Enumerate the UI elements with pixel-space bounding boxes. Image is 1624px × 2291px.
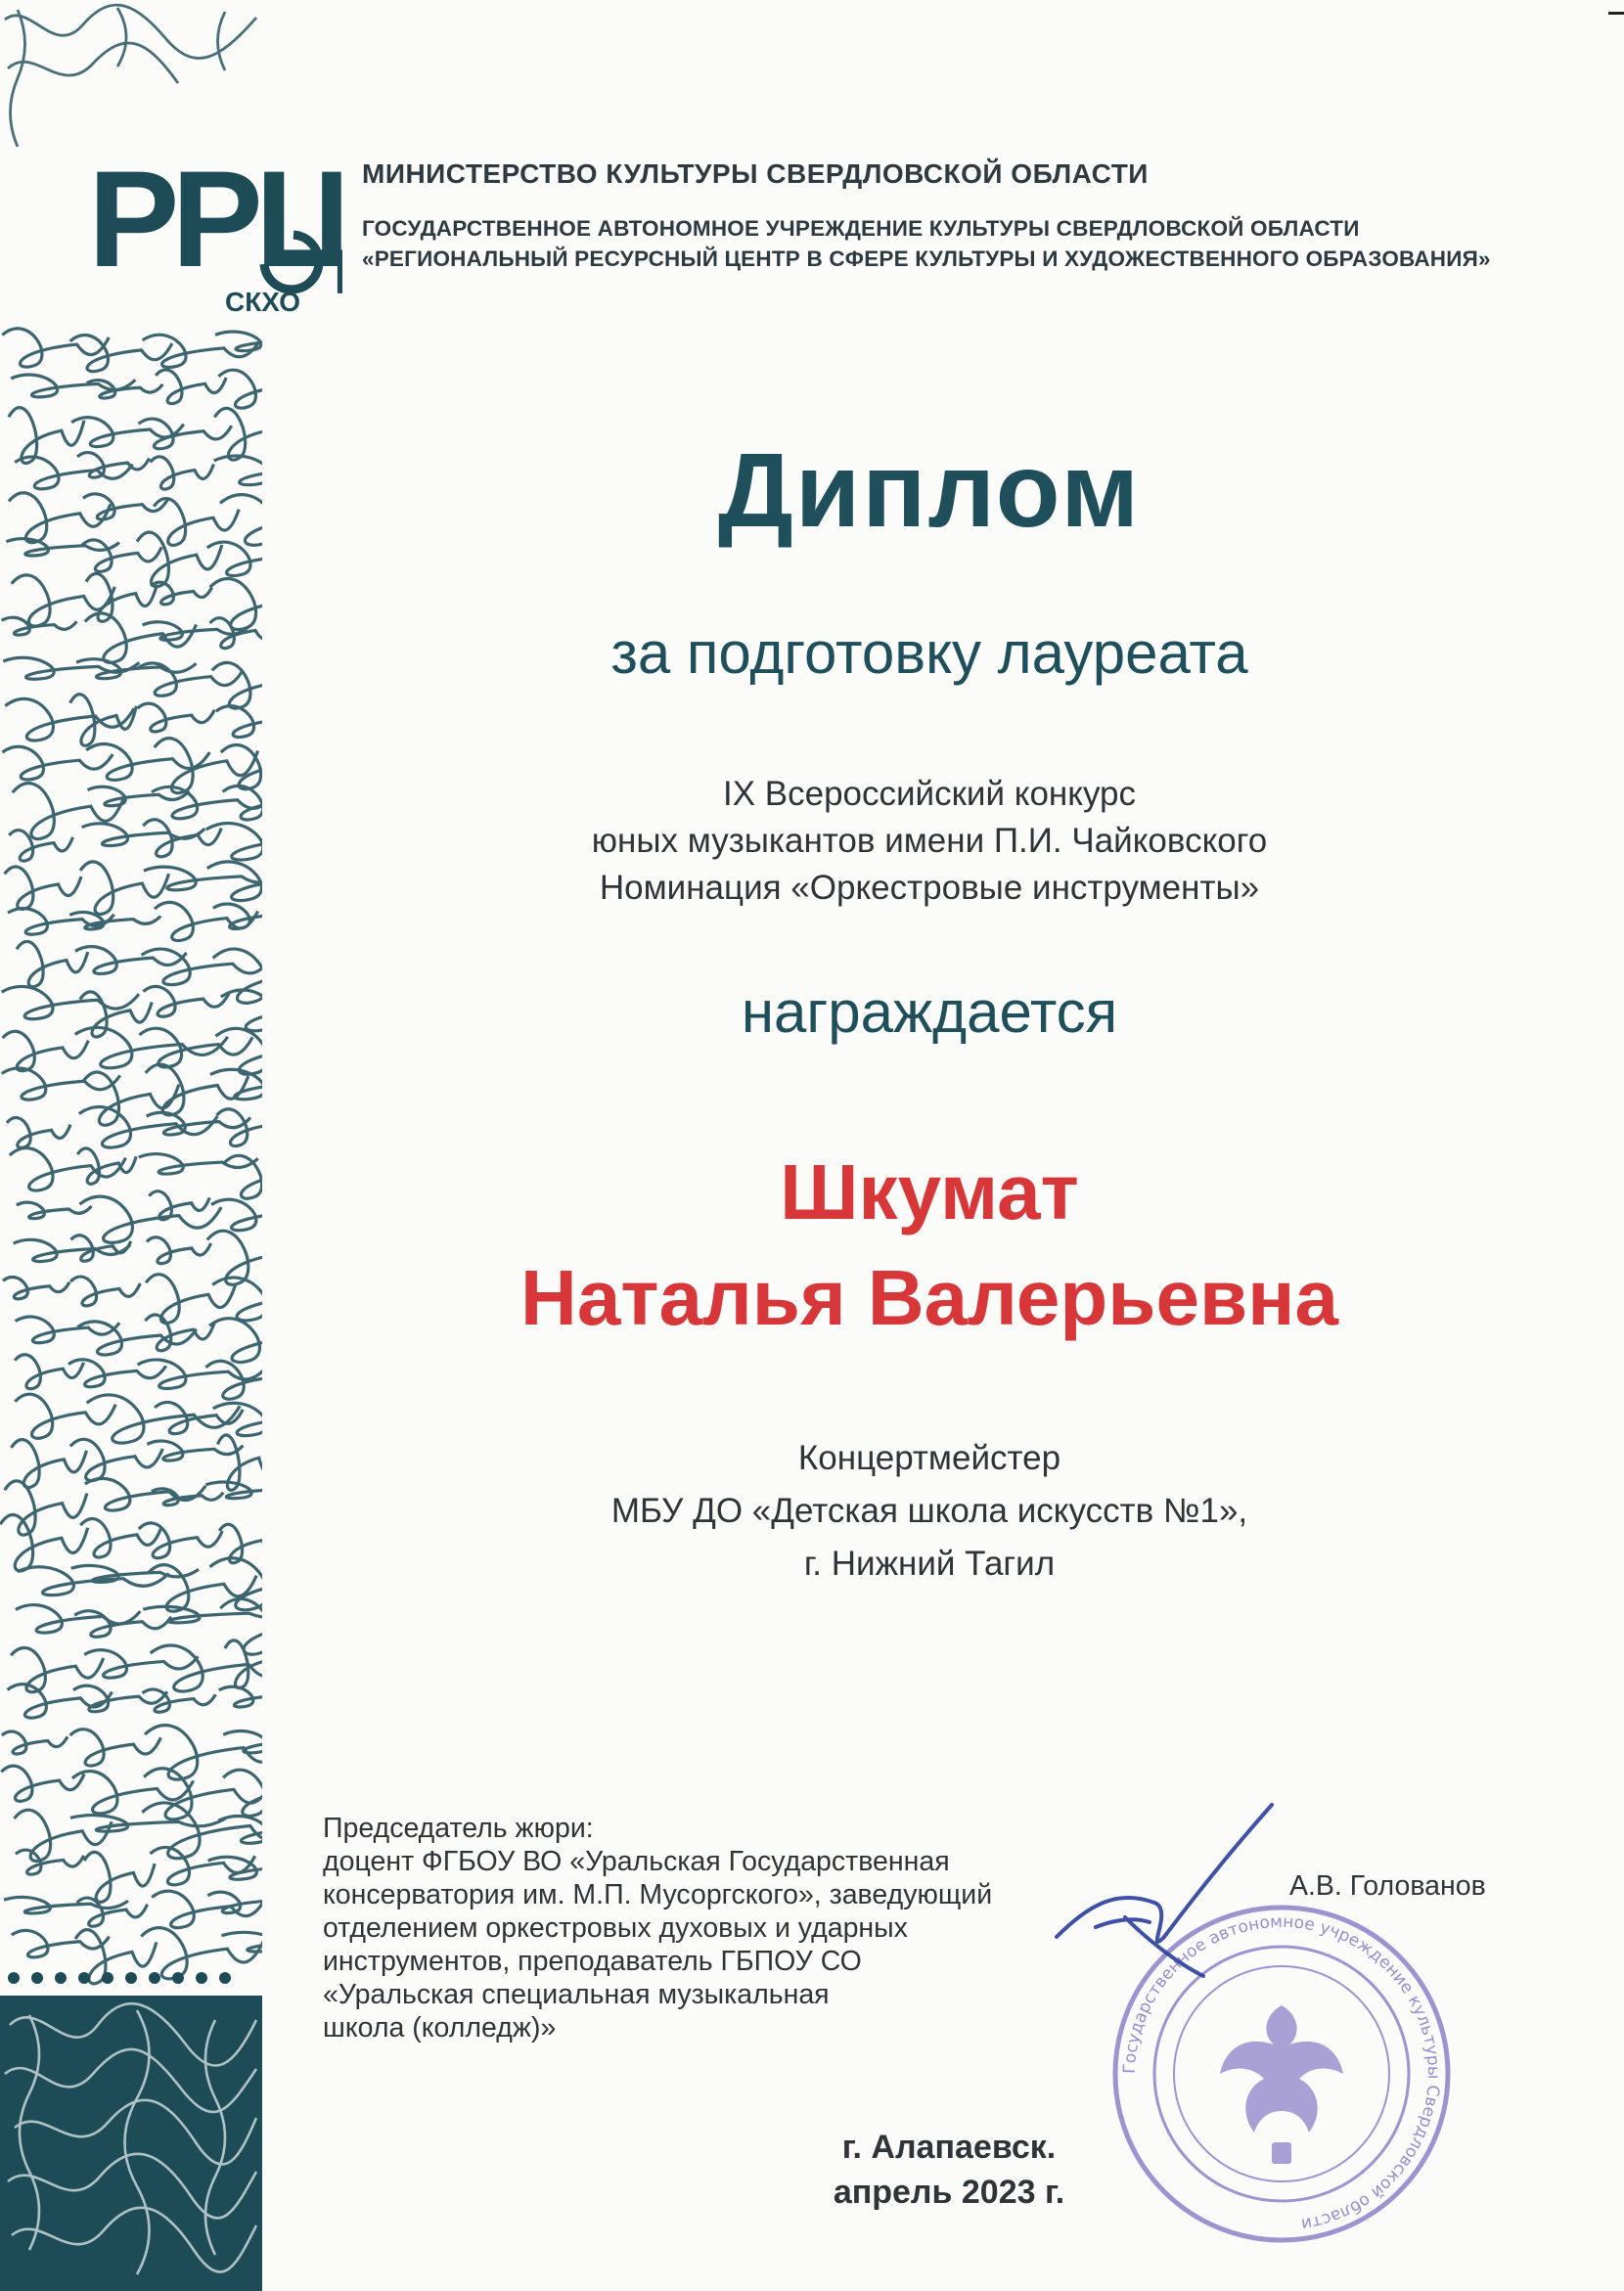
jury-line-5: инструментов, преподаватель ГБПОУ СО: [323, 1946, 862, 1977]
rrc-logo: [88, 147, 342, 318]
place-and-date: [744, 2125, 1154, 2215]
diploma-subtitle: за подготовку лауреата: [610, 620, 1248, 686]
handwritten-signature: [1037, 1790, 1291, 1986]
city: г. Алапаевск.: [841, 2129, 1057, 2166]
recipient-surname: Шкумат: [780, 1148, 1079, 1235]
date: апрель 2023 г.: [833, 2174, 1065, 2211]
dark-band: [0, 1996, 262, 2291]
recipient-given-names: Наталья Валерьевна: [520, 1254, 1338, 1341]
contest-line-1: IX Всероссийский конкурс: [722, 775, 1137, 813]
recipient-position: [411, 1432, 1448, 1591]
logo-letters: РРЦ: [88, 147, 342, 295]
seal-ring-text: Государственное автономное учреждение культуры Свердловской области: [1119, 1911, 1444, 2234]
position-line-3: г. Нижний Тагил: [803, 1545, 1056, 1583]
institution-line: ГОСУДАРСТВЕННОЕ АВТОНОМНОЕ УЧРЕЖДЕНИЕ КУЛЬТУРЫ СВЕРДЛОВСКОЙ ОБЛАСТИ: [362, 216, 1360, 241]
jury-line-3: консерватория им. М.П. Мусоргского», заведующий: [323, 1879, 993, 1910]
jury-line-7: школа (колледж)»: [323, 2012, 557, 2044]
logo-sub: СКХО: [225, 287, 301, 317]
contest-line-2: юных музыкантов имени П.И. Чайковского: [591, 822, 1268, 860]
jury-chair-block: [323, 1812, 1105, 2044]
calligraphy-pattern: [0, 0, 262, 2291]
recipient-name: [411, 1140, 1448, 1351]
jury-line-4: отделением оркестровых духовых и ударных: [323, 1912, 908, 1944]
jury-line-6: «Уральская специальная музыкальная: [323, 1979, 830, 2010]
jury-line-2: доцент ФГБОУ ВО «Уральская Государственная: [323, 1846, 950, 1877]
contest-line-3: Номинация «Оркестровые инструменты»: [599, 869, 1260, 907]
header: [362, 158, 1536, 274]
calligraphy-pattern-light: [0, 1996, 262, 2291]
diploma-title: Диплом: [717, 430, 1142, 549]
jury-chair-name: А.В. Голованов: [1289, 1870, 1486, 1902]
jury-line-1: Председатель жюри:: [323, 1813, 594, 1844]
position-line-1: Концертмейстер: [797, 1439, 1061, 1477]
decorative-strip: [0, 0, 262, 2291]
scan-mark: [1608, 12, 1624, 15]
institution-name: «РЕГИОНАЛЬНЫЙ РЕСУРСНЫЙ ЦЕНТР В СФЕРЕ КУЛЬТУРЫ И ХУДОЖЕСТВЕННОГО ОБРАЗОВАНИЯ»: [362, 247, 1491, 271]
eagle-emblem: [1220, 2005, 1343, 2164]
ministry-title: МИНИСТЕРСТВО КУЛЬТУРЫ СВЕРДЛОВСКОЙ ОБЛАСТИ: [362, 158, 1149, 189]
position-line-2: МБУ ДО «Детская школа искусств №1»,: [610, 1492, 1248, 1530]
contest-info: [411, 771, 1448, 912]
awarded-label: награждается: [741, 979, 1118, 1045]
